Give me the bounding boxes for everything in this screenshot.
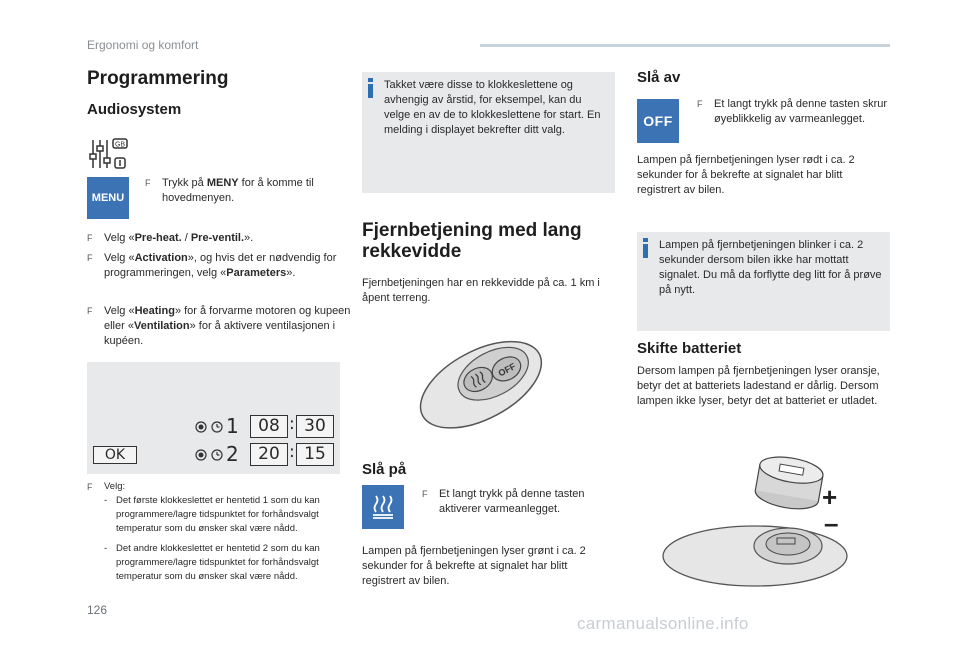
- page-number: 126: [87, 603, 108, 617]
- off-button[interactable]: OFF: [637, 99, 679, 143]
- info-box-times: [362, 72, 615, 193]
- watermark: carmanualsonline.info: [577, 614, 749, 633]
- ok-button[interactable]: OK: [93, 446, 137, 464]
- timer-2-hours[interactable]: 20: [250, 443, 288, 466]
- colon: :: [289, 414, 295, 434]
- info-text-signal: Lampen på fjernbetjeningen blinker i ca. 2 sekunder dersom bilen ikke har mottatt signalet. Du må da forflytte deg litt for å prøve på nytt.: [659, 239, 882, 296]
- clock-icon: [211, 420, 223, 432]
- info-icon: [368, 78, 373, 98]
- bullet-velg: F Velg:: [87, 480, 362, 494]
- bullet-preheat: F Velg «Pre-heat. / Pre-ventil.».: [87, 231, 362, 246]
- heat-button[interactable]: [362, 485, 404, 529]
- bullet-heat-on: F Et langt trykk på denne tasten aktiverer varmeanlegget.: [422, 487, 629, 517]
- section-title-remote: Fjernbetjening med lang rekkevidde: [362, 220, 582, 262]
- battery-minus-symbol: –: [824, 508, 839, 538]
- bullet-activation: F Velg «Activation», og hvis det er nødvendig for programmeringen, velg «Parameters».: [87, 251, 362, 281]
- heat-off-text: Lampen på fjernbetjeningen lyser rødt i ca. 2 sekunder for å bekrefte at signalet har blitt registrert av bilen.: [637, 154, 855, 196]
- battery-plus-symbol: +: [822, 482, 838, 512]
- info-box-signal: [637, 232, 890, 331]
- timer-1-number: 1: [226, 414, 239, 438]
- info-icon: [643, 238, 648, 258]
- clock-icon: [211, 448, 223, 460]
- remote-control-illustration: [410, 333, 550, 433]
- settings-sliders-icon: [87, 136, 131, 172]
- section-title-sla-av: Slå av: [637, 69, 681, 86]
- bullet-heat-off: F Et langt trykk på denne tasten skrur øyeblikkelig av varmeanlegget.: [697, 97, 904, 127]
- section-title-battery: Skifte batteriet: [637, 340, 742, 357]
- bullet-menu: F Trykk på MENY for å komme til hovedmenyen.: [145, 176, 362, 206]
- colon: :: [289, 442, 295, 462]
- battery-text: Dersom lampen på fjernbetjeningen lyser oransje, betyr det at batteriets ladestand er dårlig. Dersom lampen ikke lyser, betyr det at batteriet er utladet.: [637, 365, 880, 407]
- battery-replacement-illustration: [660, 448, 850, 588]
- timer-2-minutes[interactable]: 15: [296, 443, 334, 466]
- header-bar: [480, 44, 890, 47]
- menu-button[interactable]: MENU: [87, 177, 129, 219]
- section-title-audiosystem: Audiosystem: [87, 101, 182, 118]
- section-header: Ergonomi og komfort: [87, 38, 199, 52]
- info-text-times: Takket være disse to klokkeslettene og avhengig av årstid, for eksempel, kan du velge en av de to klokkeslettene for start. En melding i displayet bekrefter ditt valg.: [384, 79, 601, 136]
- remote-off-label: OFF: [496, 361, 518, 379]
- sub-item-time-1: - Det første klokkeslettet er hentetid 1 som du kan programmere/lagre tidspunktet for forhåndsvalgt temperatur som du ønsker skal være nådd.: [104, 494, 352, 536]
- heat-icon: [370, 493, 396, 521]
- timer-1-minutes[interactable]: 30: [296, 415, 334, 438]
- timer-1-hours[interactable]: 08: [250, 415, 288, 438]
- page-title: Programmering: [87, 68, 229, 89]
- timer-2-number: 2: [226, 442, 239, 466]
- gb-label: GB: [114, 141, 126, 149]
- remote-range-text: Fjernbetjeningen har en rekkevidde på ca. 1 km i åpent terreng.: [362, 277, 600, 304]
- display-panel: [87, 362, 340, 474]
- radio-icon: [195, 448, 207, 460]
- sub-item-time-2: - Det andre klokkeslettet er hentetid 2 som du kan programmere/lagre tidspunktet for forhåndsvalgt temperatur som du ønsker skal være nådd.: [104, 542, 352, 584]
- heat-on-text: Lampen på fjernbetjeningen lyser grønt i ca. 2 sekunder for å bekrefte at signalet har blitt registrert av bilen.: [362, 545, 586, 587]
- section-title-sla-pa: Slå på: [362, 461, 407, 478]
- bullet-heating: F Velg «Heating» for å forvarme motoren og kupeen eller «Ventilation» for å aktivere ventilasjonen i kupéen.: [87, 304, 362, 349]
- radio-icon: [195, 420, 207, 432]
